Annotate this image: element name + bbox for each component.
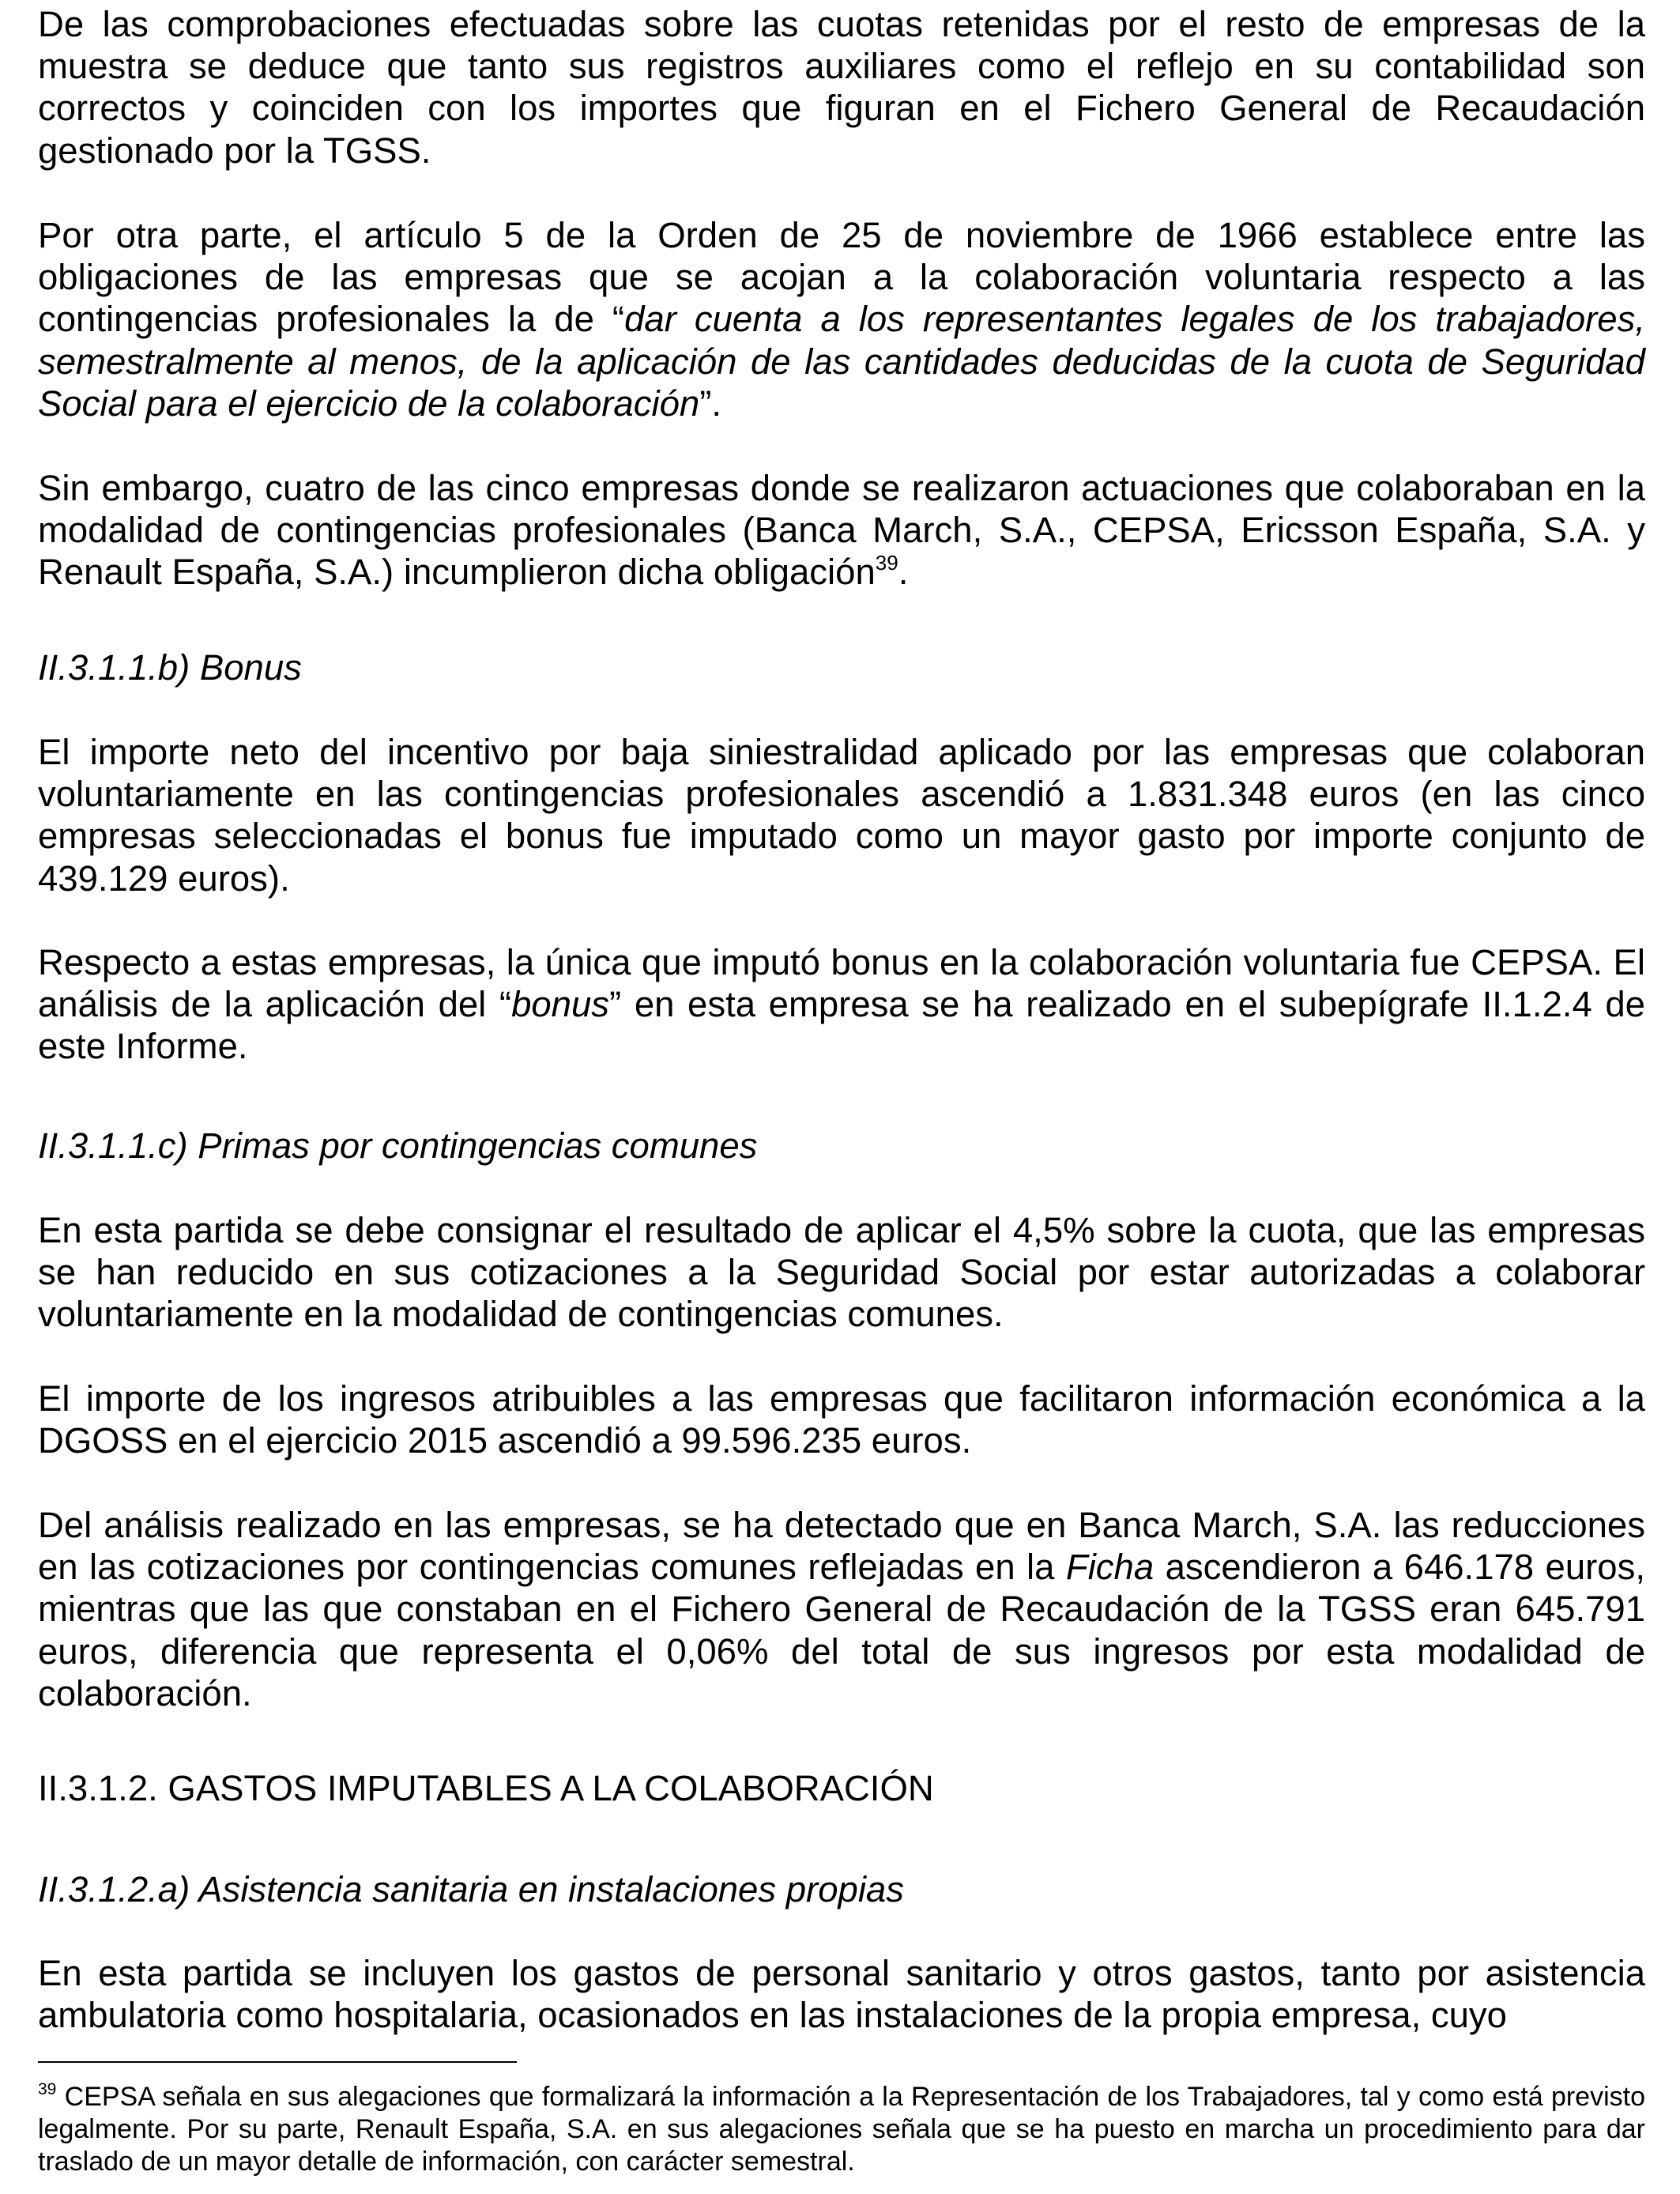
paragraph-gastos-personal-sanitario xyxy=(38,1952,1645,2036)
footnote-39 xyxy=(38,2081,1645,2178)
paragraph-text: De las comprobaciones efectuadas sobre las cuotas retenidas por el resto de empresas de la muestra se deduce que tanto sus registros auxiliares como el reflejo en su contabilidad son correctos y coinciden con los importes que figuran en el Fichero General de Recaudación gestionado por la TGSS. xyxy=(38,4,1645,171)
paragraph-text: El importe de los ingresos atribuibles a las empresas que facilitaron información económica a la DGOSS en el ejercicio 2015 ascendió a 99.596.235 euros. xyxy=(38,1378,1645,1461)
paragraph-cuotas-retenidas xyxy=(38,3,1645,172)
footnote-separator xyxy=(38,2061,517,2063)
paragraph-text: . xyxy=(898,552,909,593)
paragraph-text: Sin embargo, cuatro de las cinco empresas donde se realizaron actuaciones que colaboraban en la modalidad de contingencias profesionales (Banca March, S.A., CEPSA, Ericsson España, S.A. y Renault España, S.A.) incumplieron dicha obligación xyxy=(38,468,1645,593)
paragraph-cepsa-bonus xyxy=(38,941,1645,1068)
heading-gastos-imputables: II.3.1.2. GASTOS IMPUTABLES A LA COLABORACIÓN xyxy=(38,1768,934,1808)
italic-term: Ficha xyxy=(1065,1547,1155,1588)
footnote-text: CEPSA señala en sus alegaciones que formalizará la información a la Representación de los Trabajadores, tal y como está previsto legalmente. Por su parte, Renault España, S.A. en sus alegaciones señala que se ha puesto en marcha un procedimiento para dar traslado de un mayor detalle de información, con carácter semestral. xyxy=(38,2082,1645,2177)
paragraph-text: Respecto a estas empresas, la única que imputó bonus en la colaboración voluntaria fue CEPSA. El análisis de la aplicación del “ xyxy=(38,942,1645,1025)
paragraph-incentivo-baja-siniestralidad xyxy=(38,731,1645,899)
paragraph-text: El importe neto del incentivo por baja siniestralidad aplicado por las empresas que colaboran voluntariamente en las contingencias profesionales ascendió a 1.831.348 euros (en las cinco empresas seleccionadas el bonus fue imputado como un mayor gasto por importe conjunto de 439.129 euros). xyxy=(38,732,1645,899)
italic-term: bonus xyxy=(511,984,610,1025)
paragraph-text: ”. xyxy=(699,383,721,424)
paragraph-text: Por otra parte, el artículo 5 de la Orden de 25 de noviembre de 1966 establece entre las obligaciones de las empresas que se acojan a la colaboración voluntaria respecto a las contingencias profesionales la de “ xyxy=(38,215,1645,340)
paragraph-incumplimiento xyxy=(38,467,1645,594)
heading-bonus: II.3.1.1.b) Bonus xyxy=(38,647,302,688)
paragraph-cuatro-cinco-por-ciento xyxy=(38,1209,1645,1336)
paragraph-text: Del análisis realizado en las empresas, se ha detectado que en Banca March, S.A. las reducciones en las cotizaciones por contingencias comunes reflejadas en la xyxy=(38,1505,1645,1588)
quoted-text: dar cuenta a los representantes legales de los trabajadores, semestralmente al menos, de la aplicación de las cantidades deducidas de la cuota de Seguridad Social para el ejercicio de la colaboración xyxy=(38,299,1645,424)
paragraph-text: En esta partida se incluyen los gastos de personal sanitario y otros gastos, tanto por asistencia ambulatoria como hospitalaria, ocasionados en las instalaciones de la propia empresa, cuyo xyxy=(38,1953,1645,2036)
paragraph-banca-march xyxy=(38,1504,1645,1714)
heading-primas-contingencias-comunes: II.3.1.1.c) Primas por contingencias comunes xyxy=(38,1125,758,1166)
footnote-reference[interactable]: 39 xyxy=(875,551,898,575)
footnote-number: 39 xyxy=(38,2079,57,2098)
heading-asistencia-sanitaria: II.3.1.2.a) Asistencia sanitaria en instalaciones propias xyxy=(38,1869,904,1909)
paragraph-text: ” en esta empresa se ha realizado en el subepígrafe II.1.2.4 de este Informe. xyxy=(38,984,1645,1067)
paragraph-ingresos-dgoss xyxy=(38,1378,1645,1461)
paragraph-text: ascendieron a 646.178 euros, mientras que las que constaban en el Fichero General de Recaudación de la TGSS eran 645.791 euros, diferencia que representa el 0,06% del total de sus ingresos por esta modalidad de colaboración. xyxy=(38,1547,1645,1713)
paragraph-text: En esta partida se debe consignar el resultado de aplicar el 4,5% sobre la cuota, que las empresas se han reducido en sus cotizaciones a la Seguridad Social por estar autorizadas a colaborar voluntariamente en la modalidad de contingencias comunes. xyxy=(38,1210,1645,1335)
paragraph-orden-1966 xyxy=(38,214,1645,424)
